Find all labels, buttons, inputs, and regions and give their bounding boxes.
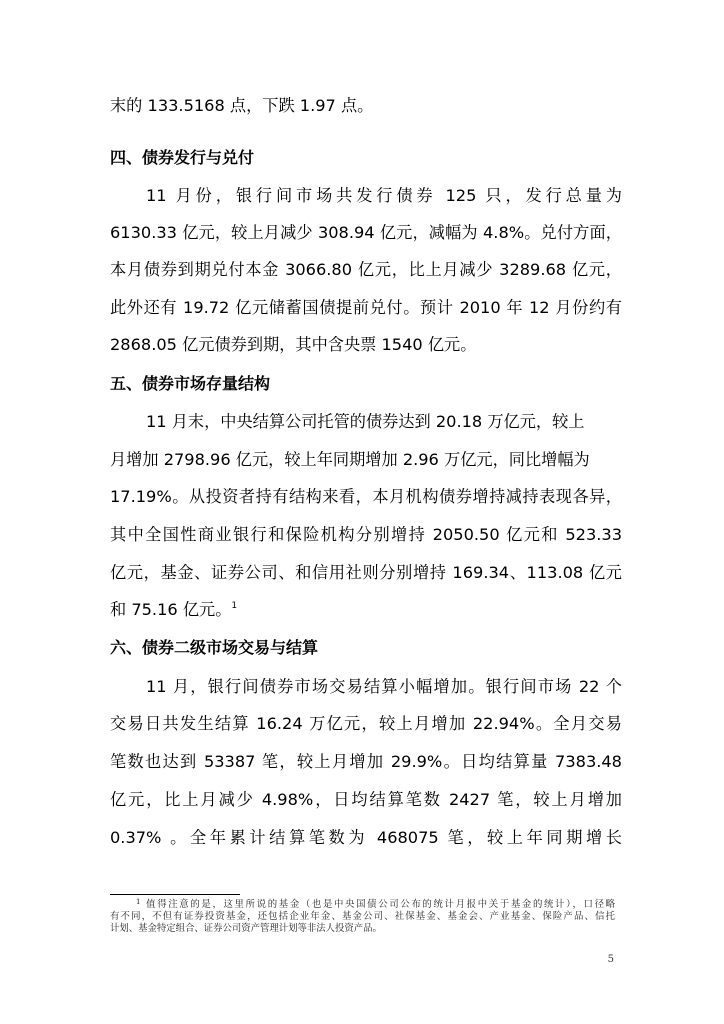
text-line-with-footnote [110, 598, 622, 622]
footnote-mark: 1 [136, 898, 141, 906]
text-line: 11 月，银行间债券市场交易结算小幅增加。银行间市场 22 个 [146, 677, 622, 696]
text-line: 月增加 2798.96 亿元，较上年同期增加 2.96 万亿元，同比增幅为 [110, 450, 590, 469]
section-heading: 四、债券发行与兑付 [110, 148, 255, 167]
section-heading: 六、债券二级市场交易与结算 [110, 638, 319, 657]
text-line: 笔数也达到 53387 笔，较上月增加 29.9%。日均结算量 7383.48 [110, 752, 622, 771]
text-line: 亿元，比上月减少 4.98%，日均结算笔数 2427 笔，较上月增加 [110, 790, 622, 809]
text-line: 此外还有 19.72 亿元储蓄国债提前兑付。预计 2010 年 12 月份约有 [110, 298, 622, 317]
page-number: 5 [607, 954, 614, 965]
footnote-line: 有不同，不但有证券投资基金，还包括企业年金、基金公司、社保基金、基金会、产业基金、保险产品、信托 [110, 911, 615, 922]
text-line: 末的 133.5168 点，下跌 1.97 点。 [110, 96, 374, 115]
footnote-text: 值得注意的是，这里所说的基金（也是中央国债公司公布的统计月报中关于基金的统计），口径略 [144, 899, 615, 910]
text-line: 亿元，基金、证券公司、和信用社则分别增持 169.34、113.08 亿元 [110, 563, 622, 582]
text-line: 其中全国性商业银行和保险机构分别增持 2050.50 亿元和 523.33 [110, 525, 622, 544]
text-line: 6130.33 亿元，较上月减少 308.94 亿元，减幅为 4.8%。兑付方面， [110, 223, 622, 242]
text-line: 交易日共发生结算 16.24 万亿元，较上月增加 22.94%。全月交易 [110, 714, 622, 733]
footnote-divider [110, 894, 240, 895]
text-line: 和 75.16 亿元。 [110, 600, 232, 619]
footnote-line [136, 899, 615, 910]
text-line: 本月债券到期兑付本金 3066.80 亿元，比上月减少 3289.68 亿元， [110, 260, 622, 279]
footnote-line: 计划、基金特定组合、证券公司资产管理计划等非法人投资产品。 [110, 923, 382, 934]
text-line: 11 月末，中央结算公司托管的债券达到 20.18 万亿元，较上 [146, 412, 585, 431]
footnote-reference[interactable]: 1 [231, 601, 238, 611]
text-line: 17.19%。从投资者持有结构来看，本月机构债券增持减持表现各异， [110, 487, 622, 506]
text-line: 2868.05 亿元债券到期，其中含央票 1540 亿元。 [110, 335, 477, 354]
text-line: 11 月份，银行间市场共发行债券 125 只，发行总量为 [146, 186, 622, 205]
section-heading: 五、债券市场存量结构 [110, 374, 271, 393]
text-line: 0.37% 。全年累计结算笔数为 468075 笔，较上年同期增长 [110, 828, 622, 847]
